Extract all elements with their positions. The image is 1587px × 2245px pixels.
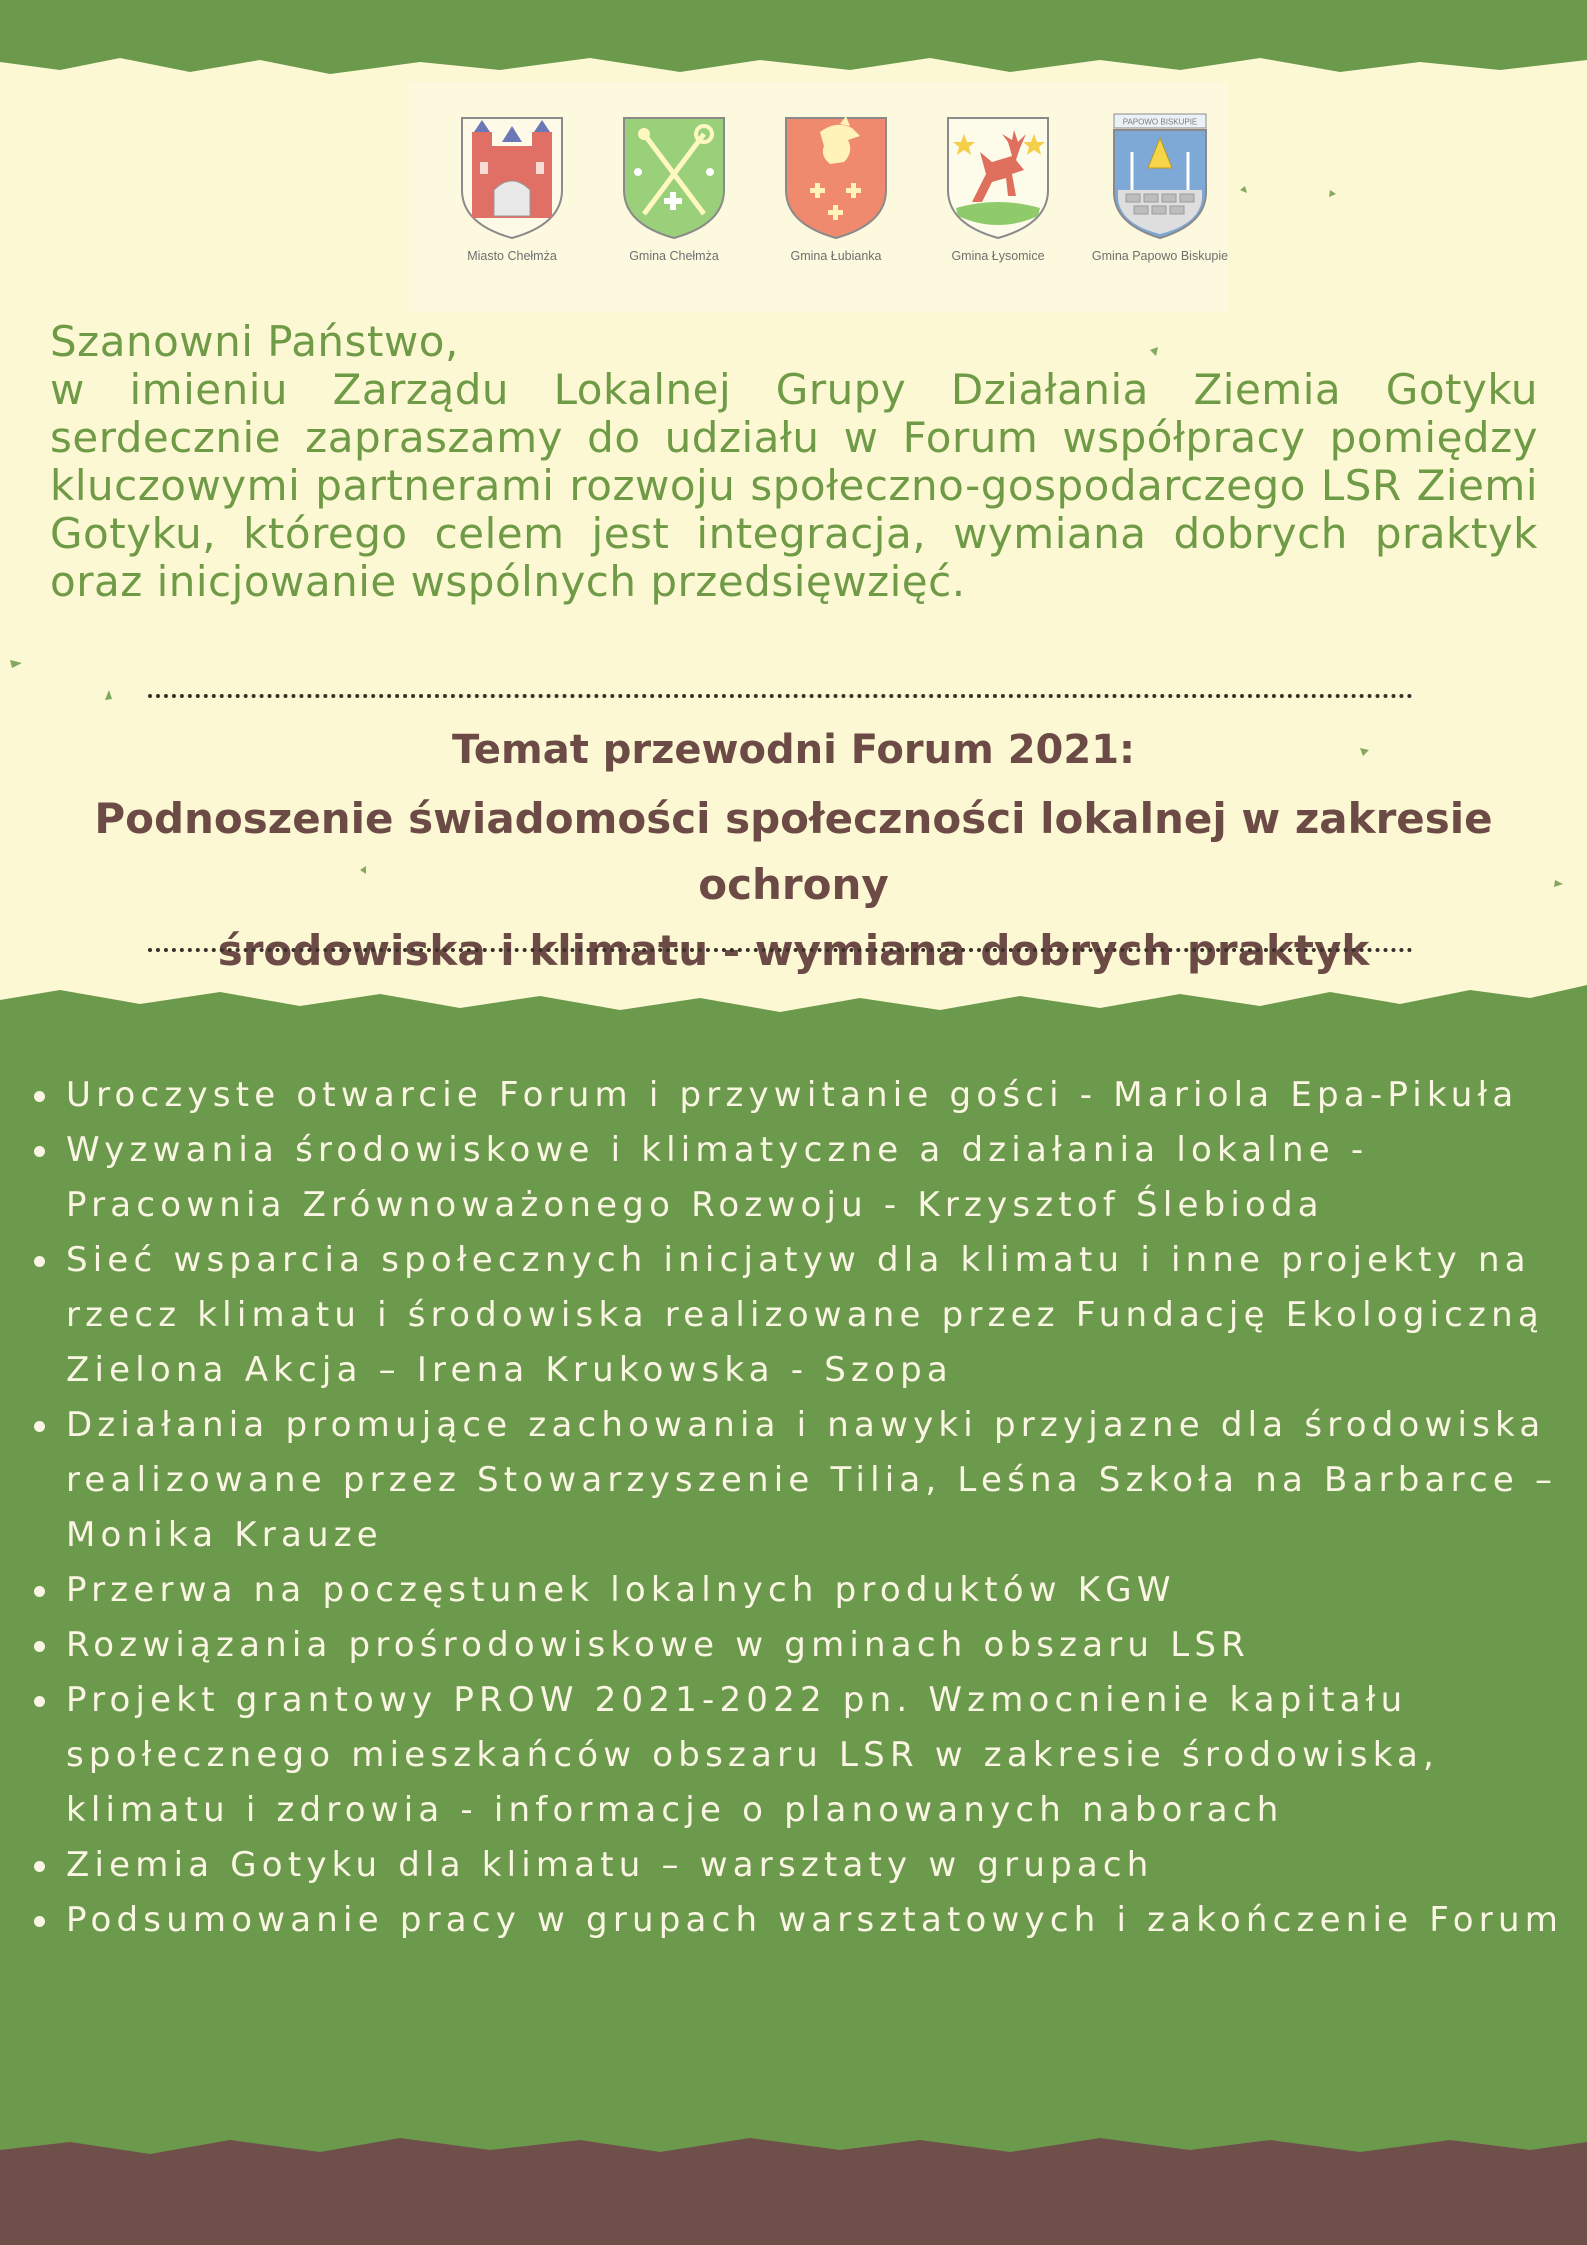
- crossed-keys-crest-icon: [618, 112, 730, 242]
- logo-label: Gmina Łubianka: [790, 249, 882, 263]
- castle-crest-icon: [456, 112, 568, 242]
- logo-gmina-chelmza: [594, 112, 754, 332]
- brown-footer: [0, 2138, 1587, 2245]
- mitre-crest-icon: [1104, 112, 1216, 242]
- logo-gmina-papowo-biskupie: [1080, 112, 1240, 332]
- crest-banner-text: PAPOWO BISKUPIE: [1122, 117, 1198, 127]
- agenda-item: [30, 1838, 1570, 1893]
- theme-title: Temat przewodni Forum 2021:: [451, 727, 1136, 773]
- agenda-item-text: Przerwa na poczęstunek lokalnych produktów KGW: [66, 1570, 1176, 1610]
- invitation-body: w imieniu Zarządu Lokalnej Grupy Działania Ziemia Gotyku serdecznie zapraszamy do udziału w Forum współpracy pomiędzy kluczowymi partnerami rozwoju społeczno-gospodarczego LSR Ziemi Gotyku, którego celem jest integracja, wymiana dobrych praktyk oraz inicjowanie wspólnych przedsięwzięć.: [50, 365, 1538, 606]
- agenda-list: [30, 1068, 1570, 1948]
- theme-line: Podnoszenie świadomości społeczności lokalnej w zakresie ochrony: [94, 794, 1493, 909]
- bullet-icon: [34, 1421, 45, 1432]
- agenda-item-text: Sieć wsparcia społecznych inicjatyw dla klimatu i inne projekty na rzecz klimatu i środowiska realizowane przez Fundację Ekologiczną Zielona Akcja – Irena Krukowska - Szopa: [66, 1240, 1544, 1390]
- theme-line: środowiska i klimatu - wymiana dobrych praktyk: [217, 926, 1370, 975]
- bullet-icon: [34, 1586, 45, 1597]
- dotted-divider: [148, 694, 1413, 698]
- logo-miasto-chelmza: [432, 112, 592, 332]
- logo-gmina-lysomice: [918, 112, 1078, 332]
- logo-label: Miasto Chełmża: [467, 249, 557, 263]
- bullet-icon: [34, 1641, 45, 1652]
- bullet-icon: [34, 1256, 45, 1267]
- logo-label: Gmina Papowo Biskupie: [1091, 249, 1229, 263]
- agenda-item-text: Ziemia Gotyku dla klimatu – warsztaty w grupach: [66, 1845, 1154, 1885]
- deer-crest-icon: [942, 112, 1054, 242]
- dotted-divider: [148, 948, 1413, 952]
- bullet-icon: [34, 1916, 45, 1927]
- agenda-item: [30, 1673, 1570, 1838]
- bullet-icon: [34, 1146, 45, 1157]
- agenda-item-text: Podsumowanie pracy w grupach warsztatowych i zakończenie Forum: [66, 1900, 1564, 1940]
- agenda-item: [30, 1068, 1570, 1123]
- agenda-item-text: Wyzwania środowiskowe i klimatyczne a działania lokalne - Pracownia Zrównoważonego Rozwoju - Krzysztof Ślebioda: [66, 1130, 1369, 1225]
- agenda-item-text: Projekt grantowy PROW 2021-2022 pn. Wzmocnienie kapitału społecznego mieszkańców obszaru LSR w zakresie środowiska, klimatu i zdrowia - informacje o planowanych naborach: [66, 1680, 1440, 1830]
- salutation: Szanowni Państwo,: [50, 317, 459, 366]
- agenda-item: [30, 1893, 1570, 1948]
- agenda-item: [30, 1563, 1570, 1618]
- invitation-text: [50, 318, 1538, 606]
- agenda-item: [30, 1233, 1570, 1398]
- logo-label: Gmina Chełmża: [629, 249, 719, 263]
- partner-logos: [408, 82, 1228, 312]
- griffin-crest-icon: [780, 112, 892, 242]
- bullet-icon: [34, 1861, 45, 1872]
- bullet-icon: [34, 1091, 45, 1102]
- agenda-item: [30, 1123, 1570, 1233]
- theme-subject: [0, 786, 1587, 984]
- agenda-item-text: Działania promujące zachowania i nawyki przyjazne dla środowiska realizowane przez Stowarzyszenie Tilia, Leśna Szkoła na Barbarce – Monika Krauze: [66, 1405, 1558, 1555]
- agenda-item: [30, 1398, 1570, 1563]
- logo-gmina-lubianka: [756, 112, 916, 332]
- logo-label: Gmina Łysomice: [951, 249, 1045, 263]
- agenda-item-text: Rozwiązania prośrodowiskowe w gminach obszaru LSR: [66, 1625, 1250, 1665]
- agenda-item: [30, 1618, 1570, 1673]
- agenda-item-text: Uroczyste otwarcie Forum i przywitanie gości - Mariola Epa-Pikuła: [66, 1075, 1519, 1115]
- bullet-icon: [34, 1696, 45, 1707]
